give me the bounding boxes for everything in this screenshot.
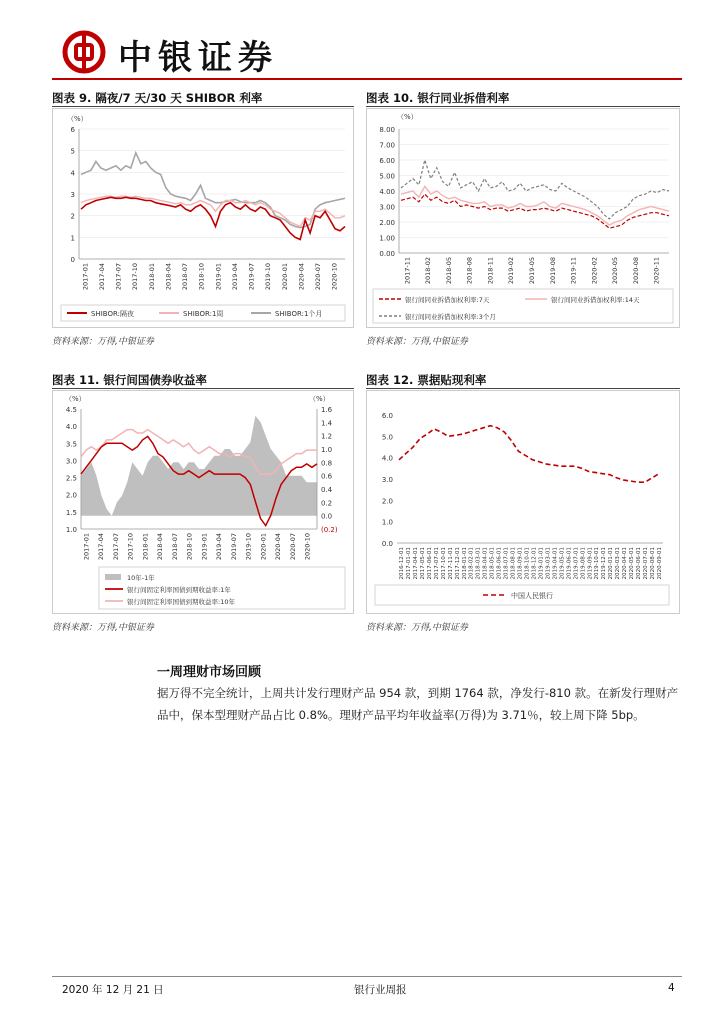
fig11-x-tick-label: 2018-07 <box>170 533 179 561</box>
footer-report-name: 银行业周报 <box>354 984 407 996</box>
fig12-x-tick-label: 2020-09-01 <box>657 547 663 580</box>
fig12-chart <box>366 390 680 614</box>
fig9-legend-label: SHIBOR:1个月 <box>275 310 323 318</box>
fig11-y-tick-label: 1.5 <box>65 508 77 517</box>
fig9-x-tick-label: 2020-10 <box>330 263 339 291</box>
fig10-x-tick-label: 2018-02 <box>424 257 433 285</box>
fig9-x-tick-label: 2020-07 <box>314 263 323 291</box>
fig10-x-tick-label: 2020-08 <box>631 257 640 285</box>
fig11-y2-tick-label: 1.0 <box>321 446 333 454</box>
fig9-title-rule <box>52 106 354 107</box>
fig10-x-tick-label: 2018-08 <box>465 257 474 285</box>
fig12-x-tick-label: 2019-01-01 <box>538 547 545 580</box>
fig11-y-tick-label: 4.0 <box>65 423 77 432</box>
fig11-x-tick-label: 2019-10 <box>244 533 253 561</box>
footer-date: 2020 年 12 月 21 日 <box>62 984 164 996</box>
fig12-x-tick-label: 2018-05-01 <box>489 547 496 580</box>
fig10-unit-label: （%） <box>397 113 418 121</box>
fig10-y-tick-label: 0.00 <box>379 250 395 258</box>
fig9-legend-label: SHIBOR:1周 <box>183 310 224 318</box>
fig9-x-tick-label: 2020-01 <box>280 263 289 291</box>
fig11-y-tick-label: 3.5 <box>65 440 77 449</box>
header-rule <box>52 78 682 80</box>
fig11-unit-left: （%） <box>65 395 86 403</box>
fig12-x-tick-label: 2019-06-01 <box>566 547 573 580</box>
fig11-y-tick-label: 4.5 <box>65 406 77 414</box>
fig12-x-tick-label: 2018-04-01 <box>482 547 489 580</box>
fig12-x-tick-label: 2020-01-01 <box>608 547 615 580</box>
fig9-x-tick-label: 2018-07 <box>181 263 190 291</box>
fig12-x-tick-label: 2018-09-01 <box>517 547 524 580</box>
fig11-x-tick-label: 2018-10 <box>185 533 194 561</box>
section-paragraph: 据万得不完全统计，上周共计发行理财产品 954 款，到期 1764 款，净发行-810 款。在新发行理财产品中，保本型理财产品占比 0.8%。理财产品平均年收益率(万得)为 3.71％，较上周下降 5bp。 <box>157 686 679 722</box>
fig9-x-tick-label: 2019-10 <box>264 263 273 291</box>
fig10-x-tick-label: 2019-02 <box>507 257 516 285</box>
fig9-x-tick-label: 2017-10 <box>131 263 140 291</box>
fig9-y-tick-label: 3 <box>70 191 75 199</box>
fig11-x-tick-label: 2017-04 <box>97 533 106 561</box>
fig12-plot <box>367 391 679 613</box>
fig12-x-tick-label: 2019-12-01 <box>601 547 608 580</box>
fig11-y-tick-label: 1.0 <box>65 526 77 534</box>
fig12-x-tick-label: 2018-06-01 <box>496 547 503 580</box>
fig11-y2-tick-label: 1.4 <box>321 419 333 428</box>
fig11-x-tick-label: 2020-10 <box>303 533 312 561</box>
fig11-x-tick-label: 2017-10 <box>126 533 135 561</box>
fig12-y-tick-label: 4.0 <box>381 454 393 463</box>
brand-name: 中银证券 <box>118 38 278 78</box>
fig9-legend-label: SHIBOR:隔夜 <box>91 310 134 318</box>
fig9-y-tick-label: 1 <box>70 234 75 243</box>
fig10-legend-label: 银行间同业拆借加权利率:14天 <box>551 296 640 304</box>
footer-rule <box>52 976 682 977</box>
fig12-title-rule <box>366 388 680 389</box>
fig9-x-tick-label: 2018-04 <box>164 263 173 291</box>
fig12-y-tick-label: 5.0 <box>381 433 393 442</box>
fig9-x-tick-label: 2018-01 <box>147 263 156 291</box>
fig12-x-tick-label: 2019-05-01 <box>559 547 566 580</box>
fig10-plot <box>367 109 679 327</box>
fig10-y-tick-label: 5.00 <box>379 172 395 181</box>
fig11-y2-tick-label: 0.4 <box>321 486 333 494</box>
fig9-x-tick-label: 2019-07 <box>247 263 256 291</box>
fig12-x-tick-label: 2018-01-01 <box>461 547 468 580</box>
fig11-source: 资料来源：万得,中银证券 <box>52 623 154 633</box>
fig10-legend-label: 银行间同业拆借加权利率:7天 <box>405 296 490 304</box>
fig11-chart <box>52 390 354 614</box>
fig10-source: 资料来源：万得,中银证券 <box>366 337 468 347</box>
fig10-x-tick-label: 2018-11 <box>486 257 495 285</box>
fig12-x-tick-label: 2019-03-01 <box>545 547 552 580</box>
fig12-source: 资料来源：万得,中银证券 <box>366 623 468 633</box>
fig10-title: 图表 10. 银行同业拆借利率 <box>366 91 510 105</box>
fig12-y-tick-label: 6.0 <box>381 412 393 420</box>
fig10-x-tick-label: 2019-08 <box>548 257 557 285</box>
fig12-x-tick-label: 2019-08-01 <box>580 547 587 580</box>
fig11-y2-tick-label: 0.0 <box>321 512 333 521</box>
fig11-y2-tick-label: 1.6 <box>321 406 333 414</box>
fig12-x-tick-label: 2019-04-01 <box>552 547 559 580</box>
fig9-chart <box>52 108 354 328</box>
fig11-legend-swatch <box>105 574 121 580</box>
fig12-x-tick-label: 2018-10-01 <box>524 547 531 580</box>
fig12-series-line <box>399 426 659 483</box>
fig9-x-tick-label: 2019-04 <box>230 263 239 291</box>
fig11-y2-tick-label: 1.2 <box>321 432 333 441</box>
boc-logo-icon <box>62 30 106 74</box>
fig12-x-tick-label: 2018-03-01 <box>475 547 482 580</box>
section-title: 一周理财市场回顾 <box>157 665 262 680</box>
fig11-x-tick-label: 2019-01 <box>200 533 209 561</box>
fig11-x-tick-label: 2017-01 <box>82 533 91 561</box>
fig11-y2-tick-label: 0.8 <box>321 459 333 468</box>
fig10-y-tick-label: 1.00 <box>379 234 395 243</box>
fig11-unit-right: （%） <box>309 395 330 403</box>
fig11-x-tick-label: 2018-04 <box>156 533 165 561</box>
fig9-y-tick-label: 2 <box>70 212 75 221</box>
fig11-y2-tick-label: 0.6 <box>321 472 333 481</box>
fig12-y-tick-label: 1.0 <box>381 518 393 527</box>
fig12-x-tick-label: 2018-02-01 <box>468 547 475 580</box>
fig11-x-tick-label: 2020-07 <box>288 533 297 561</box>
fig11-x-tick-label: 2020-01 <box>259 533 268 561</box>
fig12-legend-label: 中国人民银行 <box>511 592 553 600</box>
fig9-y-tick-label: 4 <box>70 169 75 178</box>
fig12-x-tick-label: 2020-03-01 <box>615 547 622 580</box>
fig12-y-tick-label: 3.0 <box>381 476 393 484</box>
fig12-x-tick-label: 2017-07-01 <box>433 547 440 580</box>
fig12-x-tick-label: 2018-08-01 <box>510 547 517 580</box>
fig11-title-rule <box>52 388 354 389</box>
fig10-y-tick-label: 6.00 <box>379 157 395 165</box>
fig12-x-tick-label: 2020-04-01 <box>622 547 629 580</box>
fig10-y-tick-label: 7.00 <box>379 141 395 150</box>
fig12-x-tick-label: 2017-05-01 <box>419 547 426 580</box>
fig12-x-tick-label: 2016-12-01 <box>399 547 405 580</box>
fig12-x-tick-label: 2018-07-01 <box>503 547 510 580</box>
fig11-legend-label: 银行间固定利率国债到期收益率:10年 <box>127 598 235 606</box>
fig12-x-tick-label: 2019-10-01 <box>594 547 601 580</box>
fig9-x-tick-label: 2017-04 <box>97 263 106 291</box>
fig11-spread-area <box>81 416 317 516</box>
fig10-y-tick-label: 2.00 <box>379 219 395 227</box>
fig12-x-tick-label: 2018-12-01 <box>531 547 538 580</box>
fig10-x-tick-label: 2017-11 <box>403 257 412 285</box>
fig9-x-tick-label: 2017-07 <box>114 263 123 291</box>
fig12-x-tick-label: 2020-07-01 <box>643 547 650 580</box>
fig9-y-tick-label: 6 <box>70 126 75 134</box>
fig9-x-tick-label: 2020-04 <box>297 263 306 291</box>
footer-page-number: 4 <box>668 982 675 994</box>
fig9-source: 资料来源：万得,中银证券 <box>52 337 154 347</box>
fig10-x-tick-label: 2020-11 <box>652 257 661 285</box>
fig12-x-tick-label: 2017-04-01 <box>412 547 419 580</box>
fig11-x-tick-label: 2019-07 <box>229 533 238 561</box>
fig11-y-tick-label: 2.5 <box>65 474 77 483</box>
fig12-title: 图表 12. 票据贴现利率 <box>366 373 487 387</box>
fig12-x-tick-label: 2020-05-01 <box>629 547 636 580</box>
fig9-x-tick-label: 2017-01 <box>81 263 90 291</box>
fig12-x-tick-label: 2019-09-01 <box>587 547 594 580</box>
fig11-plot <box>53 391 353 613</box>
fig12-x-tick-label: 2019-07-01 <box>573 547 580 580</box>
fig10-series-line-0 <box>401 194 669 228</box>
fig10-title-rule <box>366 106 680 107</box>
fig10-x-tick-label: 2020-02 <box>590 257 599 285</box>
fig11-x-tick-label: 2019-04 <box>215 533 224 561</box>
fig11-x-tick-label: 2020-04 <box>274 533 283 561</box>
fig11-y-tick-label: 2.0 <box>65 491 77 500</box>
fig11-x-tick-label: 2017-07 <box>111 533 120 561</box>
fig10-y-tick-label: 8.00 <box>379 126 395 134</box>
fig10-chart <box>366 108 680 328</box>
fig10-x-tick-label: 2018-05 <box>444 257 453 285</box>
fig11-y2-tick-label: (0.2) <box>321 526 338 534</box>
fig12-x-tick-label: 2017-01-01 <box>405 547 412 580</box>
fig12-x-tick-label: 2017-10-01 <box>440 547 447 580</box>
fig11-legend-label: 银行间固定利率国债到期收益率:1年 <box>127 586 231 594</box>
fig12-x-tick-label: 2020-06-01 <box>636 547 643 580</box>
fig10-x-tick-label: 2019-05 <box>528 257 536 285</box>
fig11-y2-tick-label: 0.2 <box>321 499 333 508</box>
fig12-x-tick-label: 2020-08-01 <box>650 547 657 580</box>
fig12-x-tick-label: 2017-11-01 <box>447 547 454 580</box>
fig11-title: 图表 11. 银行间国债券收益率 <box>52 373 207 387</box>
fig10-x-tick-label: 2019-11 <box>569 257 578 285</box>
fig12-x-tick-label: 2017-12-01 <box>454 547 461 580</box>
fig10-legend-label: 银行间同业拆借加权利率:3个月 <box>405 313 496 321</box>
page-header <box>62 28 662 78</box>
fig9-series-line-2 <box>81 153 345 228</box>
fig9-x-tick-label: 2019-01 <box>214 263 223 291</box>
fig11-y-tick-label: 3.0 <box>65 457 77 466</box>
fig9-series-line-0 <box>81 197 345 239</box>
fig11-legend-label: 10年-1年 <box>127 574 155 582</box>
fig12-x-tick-label: 2017-06-01 <box>426 547 433 580</box>
fig12-y-tick-label: 0.0 <box>381 540 393 548</box>
fig9-plot <box>53 109 353 327</box>
fig9-y-tick-label: 5 <box>70 147 75 156</box>
fig10-y-tick-label: 4.00 <box>379 188 395 196</box>
fig11-x-tick-label: 2018-01 <box>141 533 150 561</box>
fig10-x-tick-label: 2020-05 <box>611 257 620 285</box>
fig9-y-tick-label: 0 <box>70 256 75 264</box>
fig9-unit-label: （%） <box>67 115 88 123</box>
fig9-title: 图表 9. 隔夜/7 天/30 天 SHIBOR 利率 <box>52 91 263 105</box>
fig12-y-tick-label: 2.0 <box>381 497 393 506</box>
fig10-y-tick-label: 3.00 <box>379 203 395 212</box>
fig9-x-tick-label: 2018-10 <box>197 263 206 291</box>
